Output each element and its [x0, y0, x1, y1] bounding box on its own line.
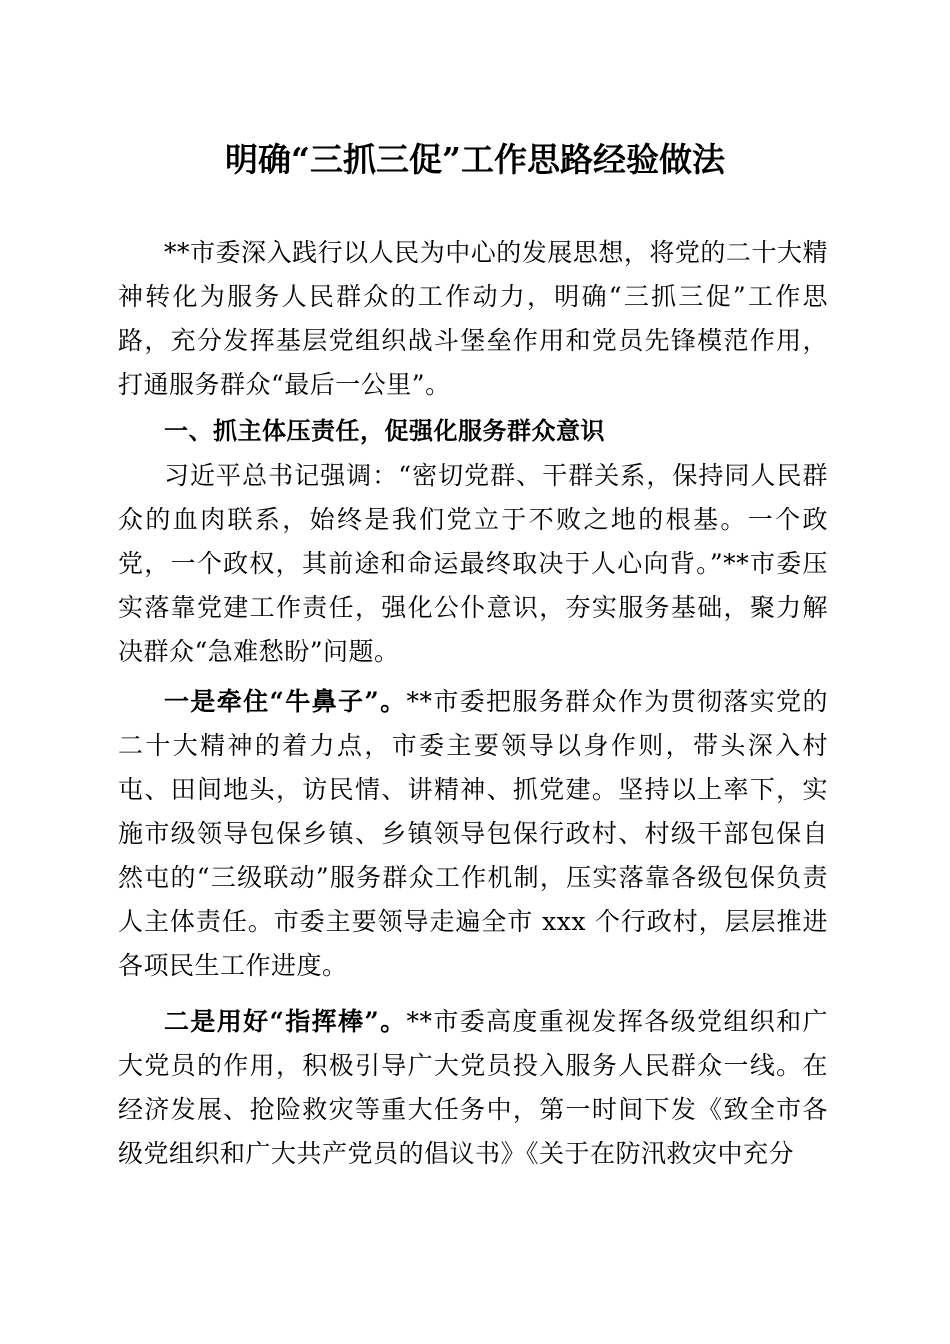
quote-paragraph: 习近平总书记强调：“密切党群、干群关系，保持同人民群众的血肉联系，始终是我们党立于不败之地的根基。一个政党，一个政权，其前途和命运最终取决于人心向背。”**市委压实落靠党建工作责任，强化公仆意识，夯实服务基础，聚力解决群众“急难愁盼”问题。: [118, 461, 828, 666]
point-one-lead: 一是牵住“牛鼻子”。: [164, 687, 407, 716]
point-two-body: **市委高度重视发挥各级党组织和广大党员的作用，积极引导广大党员投入服务人民群众一线。在经济发展、抢险救灾等重大任务中，第一时间下发《致全市各级党组织和广大共产党员的倡议书》《关于在防汛救灾中充分: [118, 1007, 828, 1168]
section-heading: 一、抓主体压责任，促强化服务群众意识: [164, 417, 605, 445]
point-one-body: **市委把服务群众作为贯彻落实党的二十大精神的着力点，市委主要领导以身作则，带头深入村屯、田间地头，访民情、讲精神、抓党建。坚持以上率下，实施市级领导包保乡镇、乡镇领导包保行政村、村级干部包保自然屯的“三级联动”服务群众工作机制，压实落靠各级包保负责人主体责任。市委主要领导走遍全市 xxx 个行政村，层层推进各项民生工作进度。: [118, 687, 828, 980]
point-one-paragraph: [118, 680, 828, 988]
document-title: 明确“三抓三促”工作思路经验做法: [225, 140, 725, 179]
point-two-paragraph: [118, 1000, 828, 1176]
point-two-lead: 二是用好“指挥棒”。: [164, 1007, 407, 1036]
intro-paragraph: **市委深入践行以人民为中心的发展思想，将党的二十大精神转化为服务人民群众的工作动力，明确“三抓三促”工作思路，充分发挥基层党组织战斗堡垒作用和党员先锋模范作用，打通服务群众“最后一公里”。: [118, 238, 828, 399]
document-body: [118, 231, 828, 1176]
